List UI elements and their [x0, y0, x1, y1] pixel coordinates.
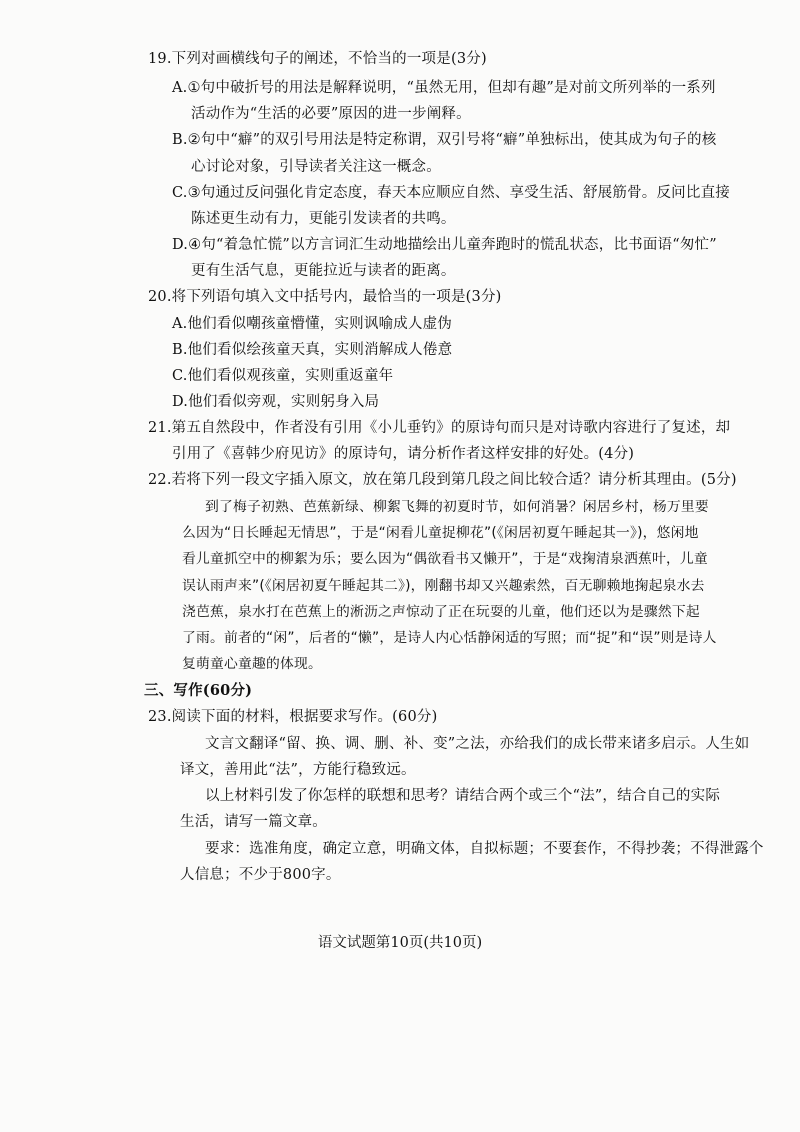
question-21-stem-cont: 引用了《喜韩少府见访》的原诗句，请分析作者这样安排的好处。(4分) [172, 446, 635, 462]
question-20-option-a: A.他们看似嘲孩童懵懂，实则讽喻成人虚伪 [172, 316, 453, 332]
question-22-quote-line: 看儿童抓空中的柳絮为乐；要么因为“偶欲看书又懒开”，于是“戏掬清泉洒蕉叶，儿童 [182, 551, 708, 567]
question-19-stem: 19.下列对画横线句子的阐述，不恰当的一项是(3分) [148, 51, 487, 67]
question-19-option-a: A.①句中破折号的用法是解释说明，“虽然无用，但却有趣”是对前文所列举的一系列 [172, 80, 716, 96]
question-19-option-a-cont: 活动作为“生活的必要”原因的进一步阐释。 [191, 106, 471, 122]
question-23-prompt-cont: 生活，请写一篇文章。 [180, 814, 327, 830]
question-23-requirements-cont: 人信息；不少于800字。 [180, 867, 341, 883]
question-22-quote-line: 么因为“日长睡起无情思”，于是“闲看儿童捉柳花”(《闲居初夏午睡起其一》)，悠闲地 [182, 525, 699, 541]
question-23-prompt: 以上材料引发了你怎样的联想和思考？请结合两个或三个“法”，结合自己的实际 [205, 788, 721, 804]
question-20-option-b: B.他们看似绘孩童天真，实则消解成人倦意 [172, 342, 453, 358]
section-3-heading: 三、写作(60分) [144, 682, 253, 699]
question-19-option-b: B.②句中“癖”的双引号用法是特定称谓，双引号将“癖”单独标出，使其成为句子的核 [172, 132, 717, 148]
question-19-option-c-cont: 陈述更生动有力，更能引发读者的共鸣。 [191, 211, 456, 227]
question-23-stem: 23.阅读下面的材料，根据要求写作。(60分) [148, 709, 438, 725]
question-21-stem: 21.第五自然段中，作者没有引用《小儿垂钓》的原诗句而只是对诗歌内容进行了复述，却 [148, 420, 731, 436]
question-20-option-d: D.他们看似旁观，实则躬身入局 [172, 394, 380, 410]
question-19-option-c: C.③句通过反问强化肯定态度，春天本应顺应自然、享受生活、舒展筋骨。反问比直接 [172, 185, 730, 201]
question-22-quote-line: 浇芭蕉，泉水打在芭蕉上的淅沥之声惊动了正在玩耍的儿童，他们还以为是骤然下起 [182, 604, 700, 620]
question-23-material-cont: 译文，善用此“法”，方能行稳致远。 [180, 762, 416, 778]
question-22-quote-line: 复萌童心童趣的体现。 [182, 656, 322, 672]
question-19-option-d-cont: 更有生活气息，更能拉近与读者的距离。 [191, 263, 456, 279]
question-22-quote-line: 误认雨声来”(《闲居初夏午睡起其二》)，刚翻书却又兴趣索然，百无聊赖地掬起泉水去 [182, 578, 705, 594]
question-19-option-b-cont: 心讨论对象，引导读者关注这一概念。 [191, 159, 441, 175]
question-23-material: 文言文翻译“留、换、调、删、补、变”之法，亦给我们的成长带来诸多启示。人生如 [205, 736, 750, 752]
question-22-stem: 22.若将下列一段文字插入原文，放在第几段到第几段之间比较合适？请分析其理由。(5分) [148, 472, 737, 488]
question-22-quote-line: 了雨。前者的“闲”，后者的“懒”，是诗人内心恬静闲适的写照；而“捉”和“误”则是诗人 [182, 630, 717, 646]
question-23-requirements: 要求：选准角度，确定立意，明确文体，自拟标题；不要套作，不得抄袭；不得泄露个 [205, 841, 764, 857]
question-19-option-d: D.④句“着急忙慌”以方言词汇生动地描绘出儿童奔跑时的慌乱状态，比书面语“匆忙” [172, 237, 717, 253]
page-footer: 语文试题第10页(共10页) [317, 935, 483, 951]
question-20-option-c: C.他们看似观孩童，实则重返童年 [172, 368, 394, 384]
question-22-quote-line: 到了梅子初熟、芭蕉新绿、柳絮飞舞的初夏时节，如何消暑？闲居乡村，杨万里要 [205, 499, 709, 515]
question-20-stem: 20.将下列语句填入文中括号内，最恰当的一项是(3分) [148, 289, 502, 305]
